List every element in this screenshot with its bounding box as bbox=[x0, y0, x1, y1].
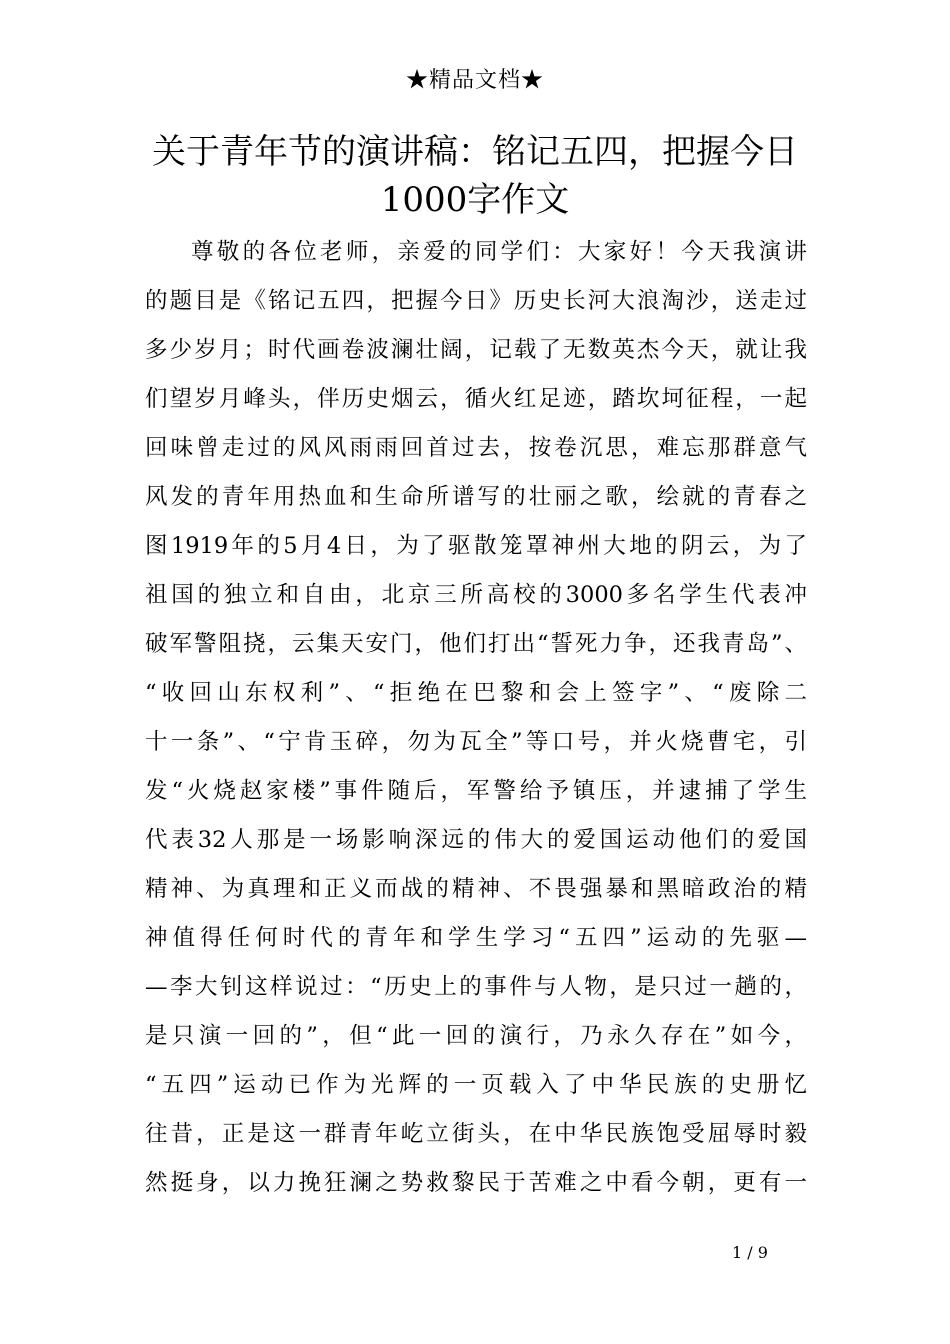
body-line: 破军警阻挠，云集天安门，他们打出“誓死力争，还我青岛”、 bbox=[145, 631, 807, 657]
document-title bbox=[145, 128, 805, 224]
body-line: —李大钊这样说过：“历史上的事件与人物，是只过一趟的， bbox=[145, 974, 807, 1000]
body-line: “五四”运动已作为光辉的一页载入了中华民族的史册忆 bbox=[145, 1072, 807, 1098]
body-line: 神值得任何时代的青年和学生学习“五四”运动的先驱— bbox=[145, 925, 807, 951]
header-mark: ★精品文档★ bbox=[405, 68, 544, 93]
page-number: 1 / 9 bbox=[732, 1243, 768, 1262]
body-line: 的题目是《铭记五四，把握今日》历史长河大浪淘沙，送走过 bbox=[145, 288, 807, 314]
body-paragraph bbox=[145, 228, 807, 1208]
body-line: 代表32人那是一场影响深远的伟大的爱国运动他们的爱国 bbox=[145, 827, 807, 853]
body-line: 精神、为真理和正义而战的精神、不畏强暴和黑暗政治的精 bbox=[145, 876, 807, 902]
body-line: 往昔，正是这一群青年屹立街头，在中华民族饱受屈辱时毅 bbox=[145, 1121, 807, 1147]
body-line: 们望岁月峰头，伴历史烟云，循火红足迹，踏坎坷征程，一起 bbox=[145, 386, 807, 412]
body-line: “收回山东权利”、“拒绝在巴黎和会上签字”、“废除二 bbox=[145, 680, 807, 706]
body-line: 是只演一回的”，但“此一回的演行，乃永久存在”如今， bbox=[145, 1023, 807, 1049]
body-line: 然挺身，以力挽狂澜之势救黎民于苦难之中看今朝，更有一 bbox=[145, 1170, 807, 1196]
body-line: 风发的青年用热血和生命所谱写的壮丽之歌，绘就的青春之 bbox=[145, 484, 807, 510]
title-line-1: 关于青年节的演讲稿：铭记五四，把握今日 bbox=[152, 132, 798, 172]
body-line: 回味曾走过的风风雨雨回首过去，按卷沉思，难忘那群意气 bbox=[145, 435, 807, 461]
body-line: 尊敬的各位老师，亲爱的同学们：大家好！今天我演讲 bbox=[191, 239, 807, 265]
body-line: 图1919年的5月4日，为了驱散笼罩神州大地的阴云，为了 bbox=[145, 533, 807, 559]
body-line: 十一条”、“宁肯玉碎，勿为瓦全”等口号，并火烧曹宅，引 bbox=[145, 729, 807, 755]
body-line: 发“火烧赵家楼”事件随后，军警给予镇压，并逮捕了学生 bbox=[145, 778, 807, 804]
body-line: 多少岁月；时代画卷波澜壮阔，记载了无数英杰今天，就让我 bbox=[145, 337, 807, 363]
body-line: 祖国的独立和自由，北京三所高校的3000多名学生代表冲 bbox=[145, 582, 807, 608]
title-line-2: 1000字作文 bbox=[380, 180, 570, 220]
